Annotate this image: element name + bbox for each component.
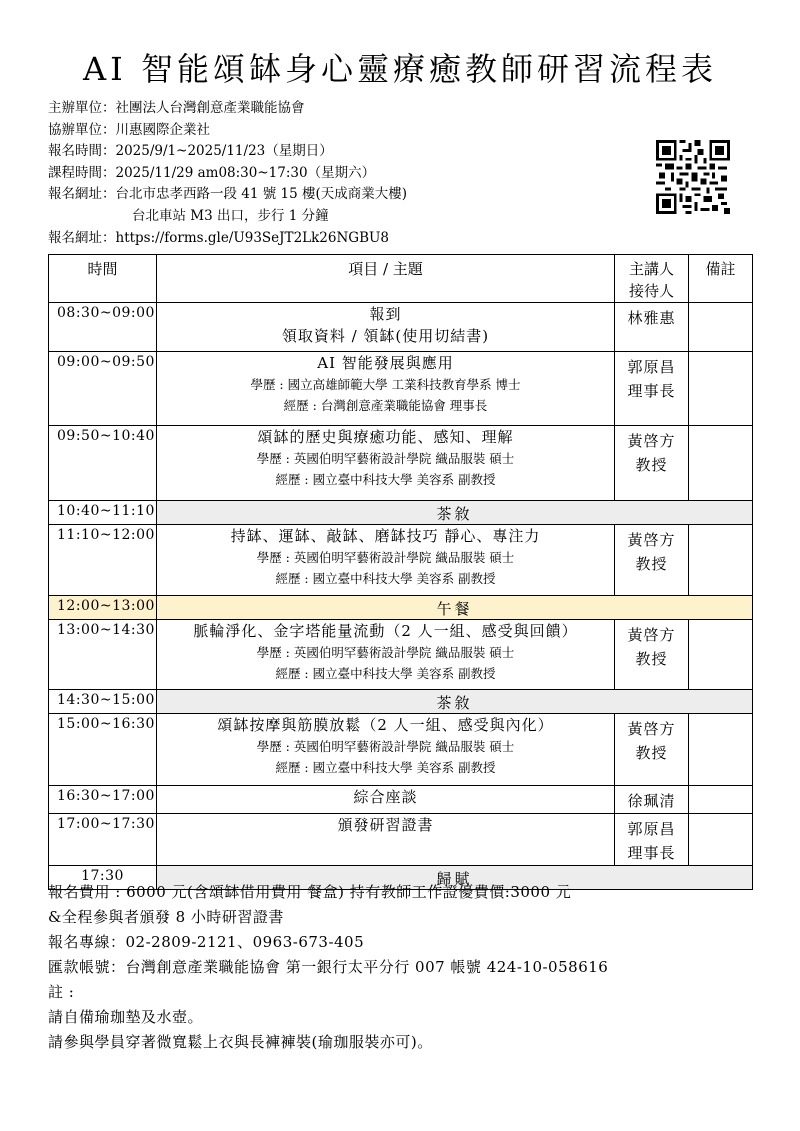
speaker-cell: 徐珮清 <box>615 786 689 814</box>
time-cell: 11:10~12:00 <box>49 525 157 596</box>
end-cell: 歸賦 <box>157 866 753 890</box>
speaker-cell: 郭原昌 理事長 <box>615 352 689 426</box>
time-cell: 15:00~16:30 <box>49 714 157 786</box>
schedule-table <box>48 254 753 890</box>
organizer: 主辦單位：社團法人台灣創意產業職能協會 <box>48 100 305 116</box>
footer-info <box>48 880 608 1055</box>
table-row <box>49 620 753 690</box>
speaker-cell: 黃啓方 教授 <box>615 620 689 690</box>
note-item: 請自備瑜珈墊及水壺。 <box>48 1008 204 1026</box>
speaker-cell: 黃啓方 教授 <box>615 714 689 786</box>
note-cell <box>689 525 753 596</box>
topic-cell: 脈輪淨化、金字塔能量流動（2 人一組、感受與回饋） 學歷 : 英國伯明罕藝術設計學院 織品服裝 碩士 經歷 : 國立臺中科技大學 美容系 副教授 <box>157 620 615 690</box>
lunch-cell: 午餐 <box>157 596 753 620</box>
note-cell <box>689 352 753 426</box>
course-time: 課程時間：2025/11/29 am08:30~17:30（星期六） <box>48 164 376 181</box>
co-organizer: 協辦單位：川惠國際企業社 <box>48 121 210 138</box>
note-label: 註 : <box>48 983 75 1001</box>
time-cell: 09:50~10:40 <box>49 426 157 501</box>
table-row <box>49 352 753 426</box>
time-cell: 13:00~14:30 <box>49 620 157 690</box>
event-info <box>48 98 407 249</box>
topic-cell: 頌缽按摩與筋膜放鬆（2 人一組、感受與內化） 學歷 : 英國伯明罕藝術設計學院 織品服裝 碩士 經歷 : 國立臺中科技大學 美容系 副教授 <box>157 714 615 786</box>
header-speaker: 主講人 接待人 <box>615 255 689 303</box>
table-row <box>49 525 753 596</box>
time-cell: 09:00~09:50 <box>49 352 157 426</box>
note-cell <box>689 303 753 352</box>
certificate-text: &全程參與者頒發 8 小時研習證書 <box>48 908 284 926</box>
note-cell <box>689 714 753 786</box>
table-row <box>49 426 753 501</box>
time-cell: 14:30~15:00 <box>49 690 157 714</box>
table-row <box>49 714 753 786</box>
lunch-row <box>49 596 753 620</box>
address: 報名網址：台北市忠孝西路一段 41 號 15 樓(天成商業大樓) <box>48 186 408 203</box>
note-item: 請參與學員穿著微寬鬆上衣與長褲褲裝(瑜珈服裝亦可)。 <box>48 1033 433 1051</box>
topic-cell: 綜合座談 <box>157 786 615 814</box>
break-cell: 茶敘 <box>157 690 753 714</box>
fee-text: 報名費用 : 6000 元(含頌缽借用費用 餐盒) 持有教師工作證優費價:3000 元 <box>48 883 572 901</box>
header-topic: 項目 / 主題 <box>157 255 615 303</box>
break-cell: 茶敘 <box>157 501 753 525</box>
topic-cell: 頒發研習證書 <box>157 814 615 866</box>
note-cell <box>689 620 753 690</box>
address-note: 台北車站 M3 出口，步行 1 分鐘 <box>132 207 329 224</box>
speaker-cell: 郭原昌 理事長 <box>615 814 689 866</box>
time-cell: 08:30~09:00 <box>49 303 157 352</box>
time-cell: 12:00~13:00 <box>49 596 157 620</box>
speaker-cell: 林雅惠 <box>615 303 689 352</box>
break-row <box>49 501 753 525</box>
topic-cell: 持缽、運缽、敲缽、磨缽技巧 靜心、專注力 學歷 : 英國伯明罕藝術設計學院 織品服裝 碩士 經歷 : 國立臺中科技大學 美容系 副教授 <box>157 525 615 596</box>
table-row <box>49 303 753 352</box>
topic-cell: 頌缽的歷史與療癒功能、感知、理解 學歷 : 英國伯明罕藝術設計學院 織品服裝 碩士 經歷 : 國立臺中科技大學 美容系 副教授 <box>157 426 615 501</box>
note-cell <box>689 426 753 501</box>
time-cell: 10:40~11:10 <box>49 501 157 525</box>
time-cell: 16:30~17:00 <box>49 786 157 814</box>
note-cell <box>689 786 753 814</box>
qr-code-icon[interactable] <box>656 140 730 214</box>
bank-text: 匯款帳號：台灣創意產業職能協會 第一銀行太平分行 007 帳號 424-10-058616 <box>48 958 609 976</box>
speaker-cell: 黃啓方 教授 <box>615 426 689 501</box>
page-title: AI 智能頌缽身心靈療癒教師研習流程表 <box>83 50 717 88</box>
break-row <box>49 690 753 714</box>
topic-cell: AI 智能發展與應用 學歷 : 國立高雄師範大學 工業科技教育學系 博士 經歷 : 台灣創意產業職能協會 理事長 <box>157 352 615 426</box>
header-note: 備註 <box>689 255 753 303</box>
time-cell: 17:30 <box>49 866 157 890</box>
topic-cell: 報到 領取資料 / 領缽(使用切結書) <box>157 303 615 352</box>
speaker-cell: 黃啓方 教授 <box>615 525 689 596</box>
hotline-text: 報名專線：02-2809-2121、0963-673-405 <box>48 933 365 951</box>
table-header-row <box>49 255 753 303</box>
header-time: 時間 <box>49 255 157 303</box>
note-cell <box>689 814 753 866</box>
registration-url[interactable]: 報名網址：https://forms.gle/U93SeJT2Lk26NGBU8 <box>48 229 389 246</box>
table-row <box>49 814 753 866</box>
time-cell: 17:00~17:30 <box>49 814 157 866</box>
table-row <box>49 786 753 814</box>
register-period: 報名時間：2025/9/1~2025/11/23（星期日） <box>48 143 333 160</box>
